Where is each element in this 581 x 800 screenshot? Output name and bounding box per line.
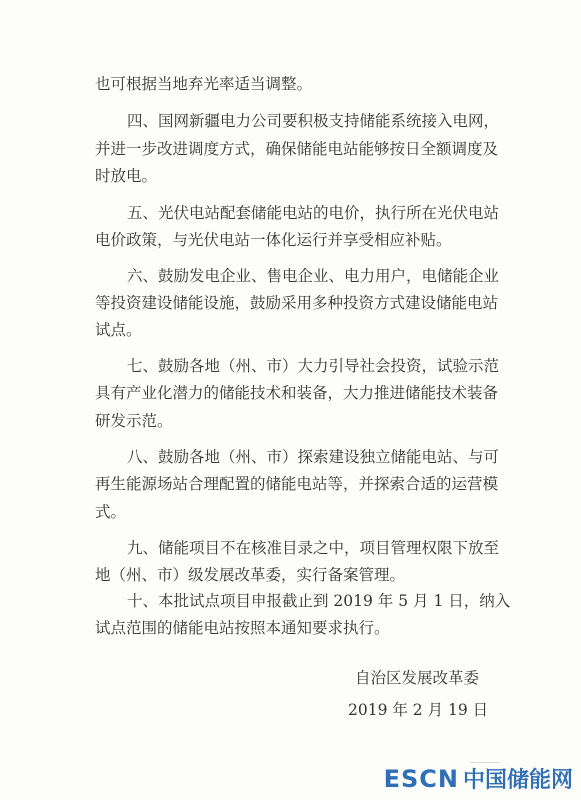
body-line-5: 五、光伏电站配套储能电站的电价，执行所在光伏电站 (127, 204, 500, 222)
body-line-7: 六、鼓励发电企业、售电企业、电力用户，电储能企业 (127, 267, 500, 285)
body-line-9: 试点。 (95, 321, 142, 339)
body-line-11: 具有产业化潜力的储能技术和装备，大力推进储能技术装备 (95, 384, 499, 402)
watermark-brand: ESCN (383, 765, 459, 793)
body-line-16: 九、储能项目不在核准目录之中，项目管理权限下放至 (127, 539, 500, 557)
watermark-site: 中国储能网 (462, 768, 573, 793)
body-line-1: 也可根据当地弃光率适当调整。 (95, 75, 313, 93)
body-line-19: 试点范围的储能电站按照本通知要求执行。 (95, 619, 390, 637)
watermark-logo (384, 763, 573, 794)
body-line-18: 十、本批试点项目申报截止到 2019 年 5 月 1 日，纳入 (127, 592, 511, 610)
body-line-6: 电价政策，与光伏电站一体化运行并享受相应补贴。 (95, 231, 452, 249)
body-line-14: 再生能源场站合理配置的储能电站等，并探索合适的运营模 (95, 475, 499, 493)
body-line-12: 研发示范。 (95, 412, 173, 430)
body-line-15: 式。 (95, 503, 127, 521)
body-line-4: 时放电。 (95, 167, 158, 185)
signature-org: 自治区发展改革委 (355, 669, 480, 687)
body-line-3: 并进一步改进调度方式，确保储能电站能够按日全额调度及 (95, 140, 499, 158)
body-line-17: 地（州、市）级发展改革委，实行备案管理。 (95, 566, 406, 584)
body-line-8: 等投资建设储能设施，鼓励采用多种投资方式建设储能电站 (95, 294, 499, 312)
signature-date: 2019 年 2 月 19 日 (348, 701, 489, 719)
body-line-13: 八、鼓励各地（州、市）探索建设独立储能电站、与可 (127, 448, 500, 466)
body-line-2: 四、国网新疆电力公司要积极支持储能系统接入电网， (127, 112, 500, 130)
body-line-10: 七、鼓励各地（州、市）大力引导社会投资，试验示范 (127, 357, 500, 375)
